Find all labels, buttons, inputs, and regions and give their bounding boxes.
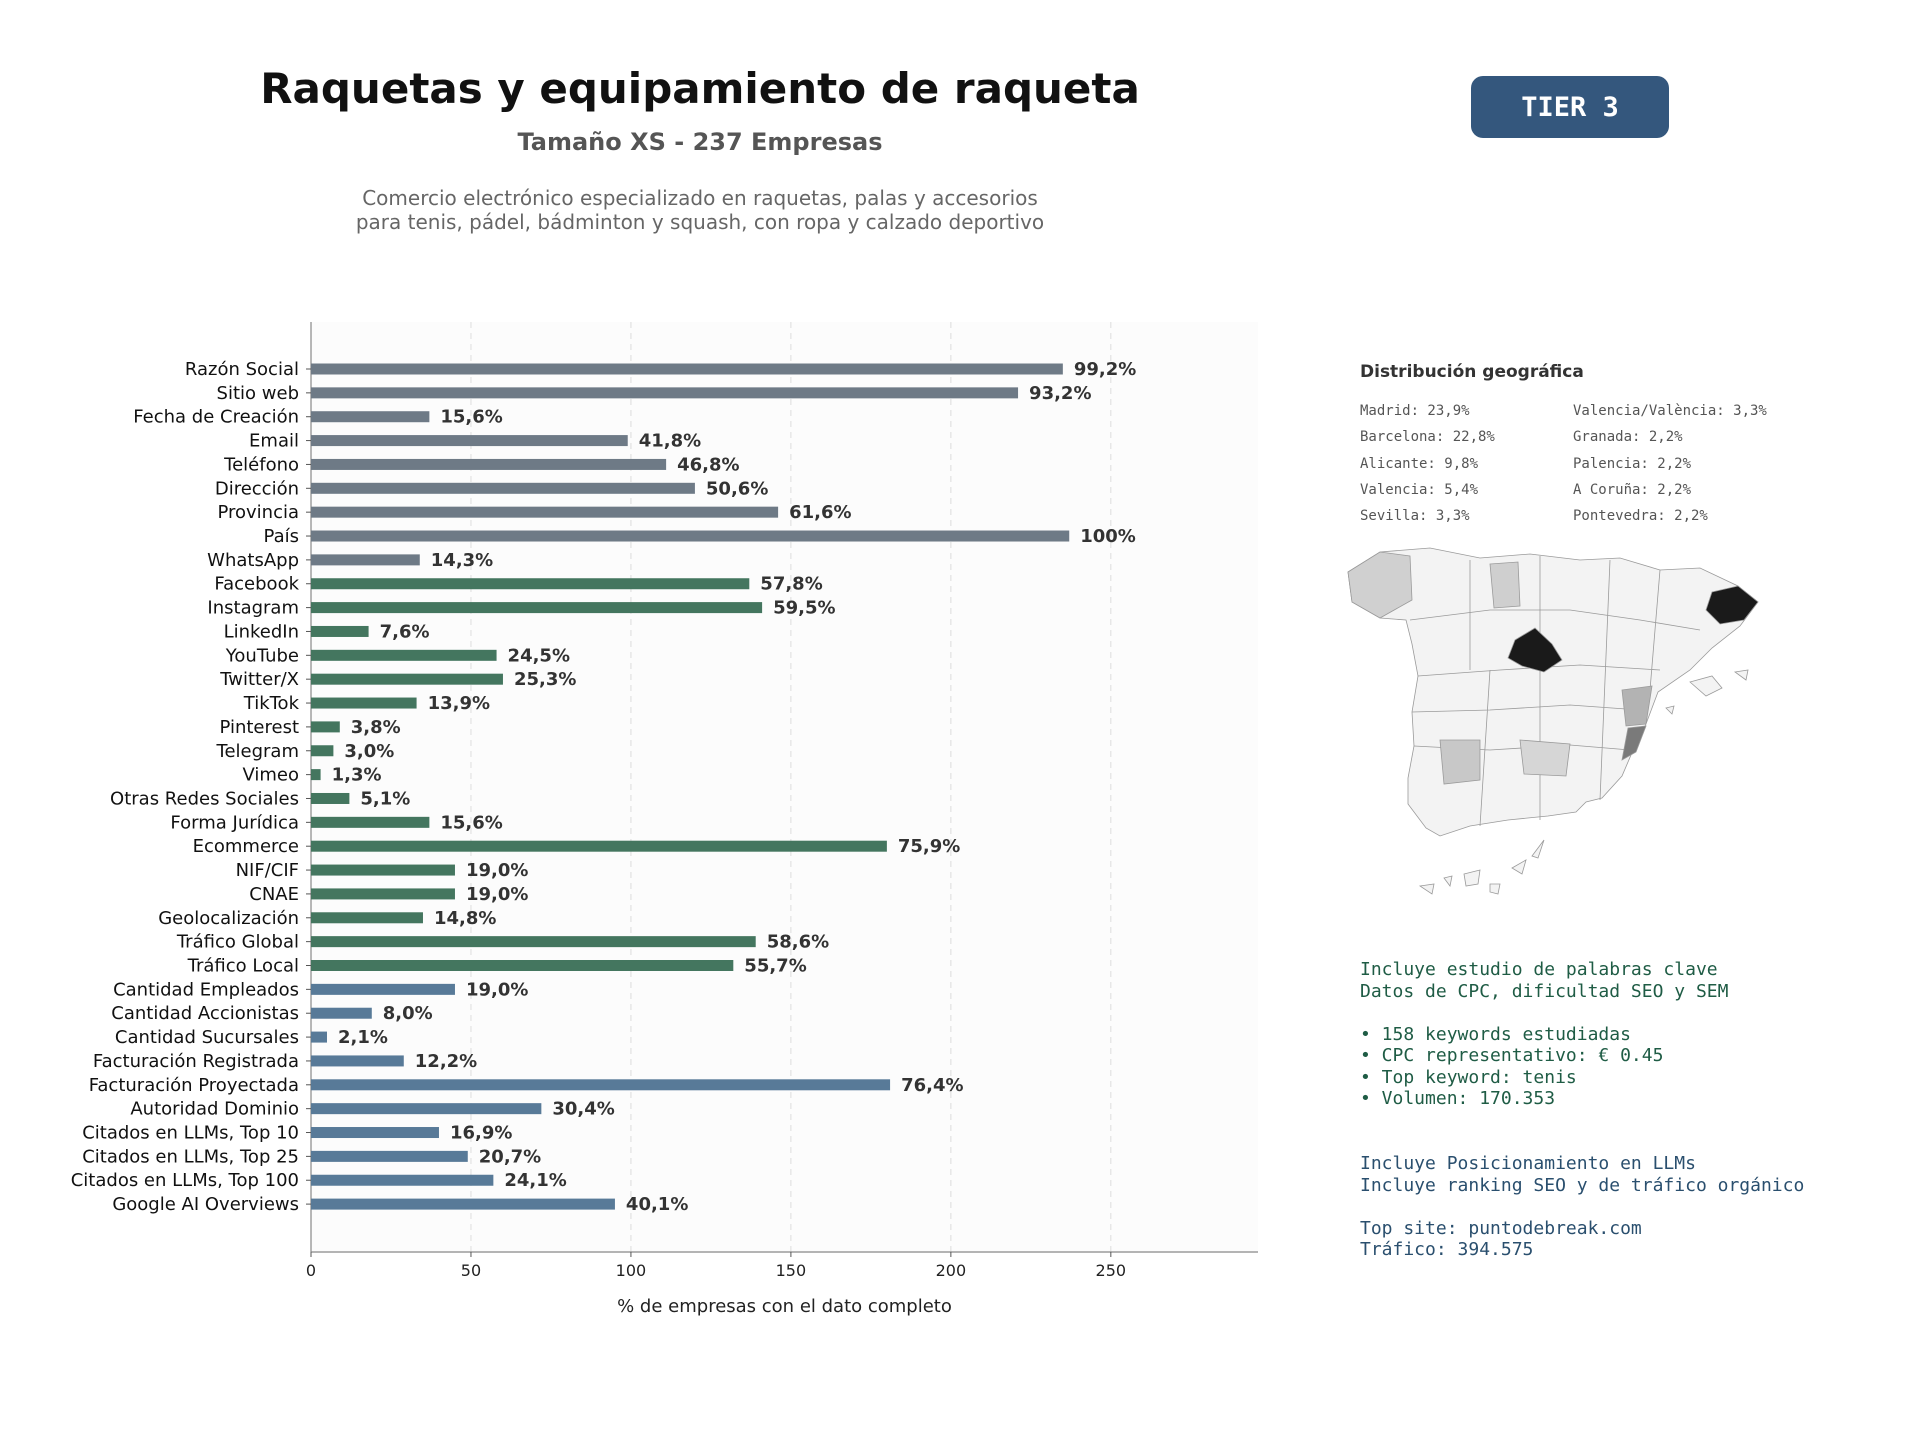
bar bbox=[311, 1055, 404, 1066]
bar bbox=[311, 650, 497, 661]
llm-line-2: Incluye ranking SEO y de tráfico orgánico bbox=[1360, 1174, 1805, 1196]
x-tick-label: 50 bbox=[460, 1261, 482, 1280]
bar-value-label: 57,8% bbox=[760, 573, 823, 595]
bar bbox=[311, 483, 695, 494]
bar-value-label: 99,2% bbox=[1073, 359, 1137, 380]
category-label: Facturación Registrada bbox=[92, 1050, 299, 1072]
description-line-1: Comercio electrónico especializado en raquetas, palas y accesorios bbox=[362, 186, 1038, 210]
geo-entry: Madrid: 23,9% bbox=[1360, 403, 1470, 419]
seo-info-block bbox=[1360, 959, 1728, 1110]
category-label: Tráfico Local bbox=[187, 955, 299, 977]
bar bbox=[311, 984, 455, 995]
geo-entry: Barcelona: 22,8% bbox=[1360, 429, 1495, 446]
bar-value-label: 58,6% bbox=[766, 931, 830, 953]
seo-line-2: Datos de CPC, dificultad SEO y SEM bbox=[1360, 980, 1729, 1002]
category-label: Cantidad Accionistas bbox=[111, 1003, 299, 1025]
page-subtitle: Tamaño XS - 237 Empresas bbox=[517, 128, 883, 156]
bar-value-label: 14,3% bbox=[430, 549, 494, 571]
category-label: Tráfico Global bbox=[176, 931, 299, 953]
bar-value-label: 16,9% bbox=[449, 1122, 513, 1144]
bar-value-label: 75,9% bbox=[897, 836, 961, 858]
category-label: Facebook bbox=[214, 573, 299, 595]
category-label: WhatsApp bbox=[207, 549, 299, 571]
category-label: Fecha de Creación bbox=[133, 406, 299, 428]
x-tick-label: 250 bbox=[1095, 1261, 1127, 1280]
bar bbox=[311, 769, 321, 780]
geo-entry: Sevilla: 3,3% bbox=[1360, 508, 1470, 525]
bar-value-label: 15,6% bbox=[440, 812, 503, 834]
category-label: Pinterest bbox=[219, 716, 299, 738]
x-axis-label: % de empresas con el dato completo bbox=[617, 1296, 952, 1317]
bar bbox=[311, 912, 423, 923]
spain-choropleth-map bbox=[1340, 540, 1860, 910]
category-label: Citados en LLMs, Top 100 bbox=[70, 1170, 299, 1192]
category-label: Geolocalización bbox=[158, 907, 299, 929]
category-label: Vimeo bbox=[242, 764, 299, 786]
bar bbox=[311, 793, 349, 804]
description-line-2: para tenis, pádel, bádminton y squash, con ropa y calzado deportivo bbox=[355, 210, 1045, 234]
category-label: Autoridad Dominio bbox=[130, 1098, 299, 1120]
bar bbox=[311, 626, 369, 637]
bar bbox=[311, 1079, 890, 1090]
category-label: Telegram bbox=[216, 740, 299, 762]
category-label: Provincia bbox=[217, 502, 299, 524]
bar bbox=[311, 841, 887, 852]
category-label: Twitter/X bbox=[220, 669, 299, 691]
category-label: Ecommerce bbox=[192, 836, 299, 858]
category-label: Razón Social bbox=[184, 359, 299, 380]
bar-value-label: 59,5% bbox=[773, 597, 836, 619]
bar-value-label: 30,4% bbox=[552, 1098, 615, 1120]
bar bbox=[311, 817, 429, 828]
bar-value-label: 1,3% bbox=[331, 764, 382, 786]
category-label: YouTube bbox=[225, 645, 299, 667]
category-label: Citados en LLMs, Top 10 bbox=[82, 1122, 299, 1144]
geo-list-left bbox=[1360, 398, 1495, 529]
bar bbox=[311, 1199, 615, 1210]
map-region-granada bbox=[1520, 740, 1570, 776]
bar-value-label: 3,0% bbox=[344, 740, 395, 762]
geo-list-right bbox=[1573, 398, 1767, 529]
bar-value-label: 20,7% bbox=[478, 1146, 542, 1168]
bar-value-label: 55,7% bbox=[744, 955, 807, 977]
bar-value-label: 12,2% bbox=[414, 1050, 478, 1072]
bar bbox=[311, 554, 420, 565]
bar bbox=[311, 698, 417, 709]
category-label: TikTok bbox=[243, 693, 299, 715]
map-canaries bbox=[1420, 840, 1544, 894]
bar bbox=[311, 1175, 493, 1186]
category-label: Citados en LLMs, Top 25 bbox=[82, 1146, 299, 1168]
bar bbox=[311, 435, 628, 446]
top-site-traffic: Tráfico: 394.575 bbox=[1360, 1239, 1534, 1260]
geo-entry: Pontevedra: 2,2% bbox=[1573, 508, 1708, 525]
bar bbox=[311, 1103, 541, 1114]
bar bbox=[311, 1008, 372, 1019]
bar-value-label: 14,8% bbox=[433, 907, 497, 929]
category-label: Facturación Proyectada bbox=[88, 1074, 299, 1096]
top-site: Top site: puntodebreak.com bbox=[1360, 1217, 1642, 1239]
tier-badge: TIER 3 bbox=[1471, 76, 1669, 138]
geo-title: Distribución geográfica bbox=[1360, 362, 1584, 382]
geo-entry: A Coruña: 2,2% bbox=[1573, 481, 1692, 498]
bar bbox=[311, 745, 333, 756]
bar-value-label: 19,0% bbox=[465, 860, 529, 882]
bar bbox=[311, 1032, 327, 1043]
category-label: País bbox=[263, 526, 299, 548]
map-region-barcelona bbox=[1706, 586, 1758, 624]
bar-value-label: 46,8% bbox=[677, 454, 740, 476]
bar-value-label: 100% bbox=[1080, 526, 1136, 548]
bar-value-label: 19,0% bbox=[465, 979, 529, 1001]
bar-value-label: 24,5% bbox=[507, 645, 571, 667]
x-tick-label: 200 bbox=[935, 1261, 967, 1280]
bar-value-label: 25,3% bbox=[513, 669, 577, 691]
map-region-sevilla bbox=[1440, 740, 1480, 784]
category-label: Cantidad Sucursales bbox=[114, 1027, 299, 1049]
seo-line-1: Incluye estudio de palabras clave bbox=[1360, 959, 1718, 980]
map-region-palencia bbox=[1490, 562, 1520, 608]
llm-info-block bbox=[1360, 1153, 1804, 1261]
bar bbox=[311, 387, 1018, 398]
category-label: Email bbox=[249, 430, 299, 452]
bar-value-label: 93,2% bbox=[1029, 382, 1092, 404]
geo-entry: Valencia: 5,4% bbox=[1360, 481, 1479, 498]
geo-entry: Granada: 2,2% bbox=[1573, 429, 1683, 446]
bar-value-label: 61,6% bbox=[789, 502, 852, 524]
category-label: LinkedIn bbox=[223, 621, 299, 643]
geo-entry: Alicante: 9,8% bbox=[1360, 455, 1479, 472]
bar bbox=[311, 507, 778, 518]
bar-value-label: 76,4% bbox=[901, 1074, 964, 1096]
bar bbox=[311, 602, 762, 613]
category-label: Forma Jurídica bbox=[170, 812, 299, 834]
category-label: Instagram bbox=[207, 597, 299, 619]
bar-value-label: 15,6% bbox=[440, 406, 503, 428]
bar bbox=[311, 1127, 439, 1138]
bar-value-label: 40,1% bbox=[625, 1194, 689, 1216]
seo-bullet: • Volumen: 170.353 bbox=[1360, 1088, 1556, 1109]
category-label: Cantidad Empleados bbox=[113, 979, 299, 1001]
bar-value-label: 50,6% bbox=[705, 478, 769, 500]
bar bbox=[311, 364, 1063, 375]
bar bbox=[311, 888, 455, 899]
bar bbox=[311, 865, 455, 876]
category-label: Sitio web bbox=[216, 382, 299, 404]
bar bbox=[311, 578, 749, 589]
bar bbox=[311, 1151, 468, 1162]
bar bbox=[311, 459, 666, 470]
geo-entry: Valencia/València: 3,3% bbox=[1573, 403, 1767, 419]
bar-value-label: 5,1% bbox=[360, 788, 411, 810]
category-label: Dirección bbox=[214, 478, 299, 500]
bar-value-label: 8,0% bbox=[382, 1003, 433, 1025]
bar-value-label: 7,6% bbox=[379, 621, 430, 643]
category-label: Google AI Overviews bbox=[112, 1194, 299, 1216]
category-label: CNAE bbox=[249, 883, 299, 905]
bar-value-label: 13,9% bbox=[427, 693, 491, 715]
bar-value-label: 24,1% bbox=[504, 1170, 567, 1192]
x-tick-label: 0 bbox=[305, 1261, 317, 1280]
page-title: Raquetas y equipamiento de raqueta bbox=[260, 64, 1140, 113]
llm-line-1: Incluye Posicionamiento en LLMs bbox=[1360, 1153, 1696, 1174]
bar bbox=[311, 960, 733, 971]
bar bbox=[311, 674, 503, 685]
category-label: NIF/CIF bbox=[235, 860, 299, 882]
seo-bullet: • Top keyword: tenis bbox=[1360, 1066, 1577, 1088]
category-label: Otras Redes Sociales bbox=[110, 788, 299, 810]
bar bbox=[311, 411, 429, 422]
bar-value-label: 3,8% bbox=[350, 716, 401, 738]
bar-value-label: 19,0% bbox=[465, 883, 529, 905]
geo-entry: Palencia: 2,2% bbox=[1573, 455, 1692, 472]
x-tick-label: 100 bbox=[615, 1261, 647, 1280]
bar bbox=[311, 531, 1069, 542]
bar-value-label: 2,1% bbox=[337, 1027, 388, 1049]
seo-bullet: • CPC representativo: € 0.45 bbox=[1360, 1045, 1664, 1066]
seo-bullet: • 158 keywords estudiadas bbox=[1360, 1023, 1631, 1045]
category-label: Teléfono bbox=[224, 454, 299, 476]
x-tick-label: 150 bbox=[775, 1261, 807, 1280]
bar bbox=[311, 936, 756, 947]
bar bbox=[311, 721, 340, 732]
bar-value-label: 41,8% bbox=[638, 430, 702, 452]
